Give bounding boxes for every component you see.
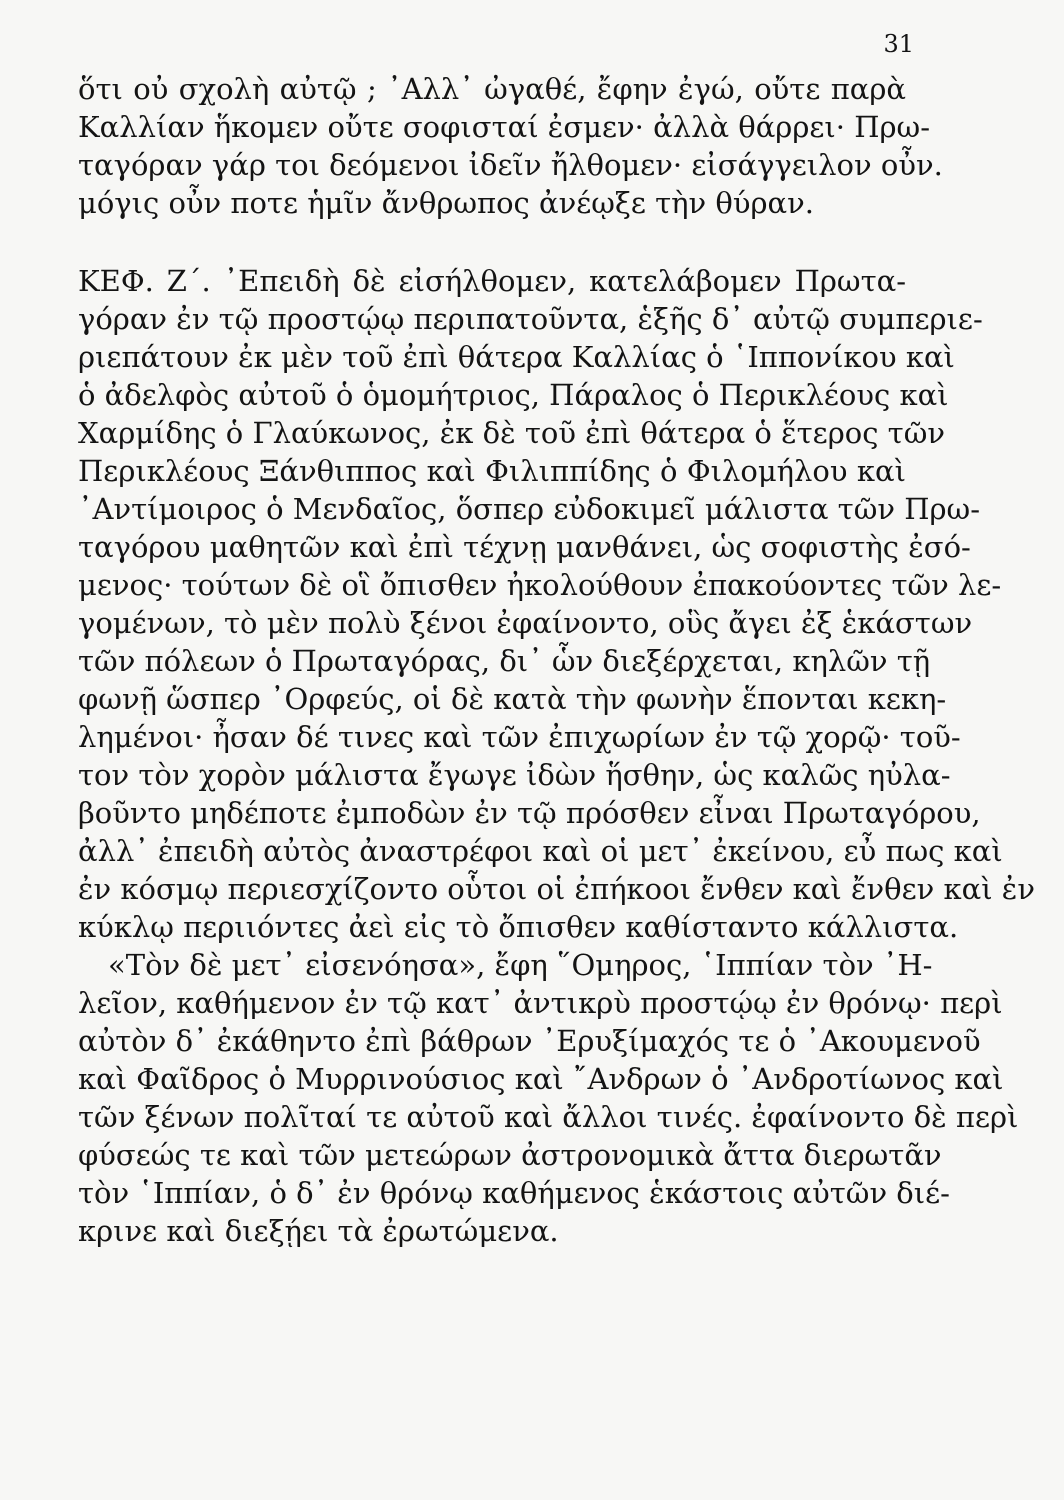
- text-line: λημένοι· ἦσαν δέ τινες καὶ τῶν ἐπιχωρίων ἐν τῷ χορῷ· τοῦ-: [78, 720, 961, 754]
- paragraph-1: [78, 70, 943, 222]
- text-line: φύσεώς τε καὶ τῶν μετεώρων ἀστρονομικὰ ἄττα διερωτᾶν: [78, 1138, 942, 1172]
- text-line: ριεπάτουν ἐκ μὲν τοῦ ἐπὶ θάτερα Καλλίας ὁ ῾Ιππονίκου καὶ: [78, 340, 955, 374]
- text-line: γόραν ἐν τῷ προστῴῳ περιπατοῦντα, ἑξῆς δ᾿ αὐτῷ συμπεριε-: [78, 302, 983, 336]
- text-line: αὐτὸν δ᾿ ἐκάθηντο ἐπὶ βάθρων ᾿Ερυξίμαχός τε ὁ ᾿Ακουμενοῦ: [78, 1024, 981, 1058]
- text-line: τὸν ῾Ιππίαν, ὁ δ᾿ ἐν θρόνῳ καθήμενος ἑκάστοις αὐτῶν διέ-: [78, 1176, 950, 1210]
- text-line: λεῖον, καθήμενον ἐν τῷ κατ᾿ ἀντικρὺ προστῴῳ ἐν θρόνῳ· περὶ: [78, 986, 1003, 1020]
- text-line: τῶν ξένων πολῖταί τε αὐτοῦ καὶ ἄλλοι τινές. ἐφαίνοντο δὲ περὶ: [78, 1100, 1019, 1134]
- text-line: Χαρμίδης ὁ Γλαύκωνος, ἐκ δὲ τοῦ ἐπὶ θάτερα ὁ ἕτερος τῶν: [78, 416, 945, 450]
- text-line: ταγόρου μαθητῶν καὶ ἐπὶ τέχνῃ μανθάνει, ὡς σοφιστὴς ἐσό-: [78, 530, 971, 564]
- text-line: ὁ ἀδελφὸς αὐτοῦ ὁ ὁμομήτριος, Πάραλος ὁ Περικλέους καὶ: [78, 378, 949, 412]
- text-line: ἀλλ᾿ ἐπειδὴ αὐτὸς ἀναστρέφοι καὶ οἱ μετ᾿ ἐκείνου, εὖ πως καὶ: [78, 834, 1003, 868]
- text-line: μενος· τούτων δὲ οἳ ὄπισθεν ἠκολούθουν ἐπακούοντες τῶν λε-: [78, 568, 1002, 602]
- text-line: μόγις οὖν ποτε ἡμῖν ἄνθρωπος ἀνέῳξε τὴν θύραν.: [78, 186, 814, 220]
- text-line: κύκλῳ περιιόντες ἀεὶ εἰς τὸ ὄπισθεν καθίσταντο κάλλιστα.: [78, 910, 959, 944]
- text-line: «Τὸν δὲ μετ᾿ εἰσενόησα», ἔφη ῞Ομηρος, ῾Ιππίαν τὸν ᾿Η-: [108, 948, 933, 982]
- text-line: ΚΕΦ. Ζ΄. ᾿Επειδὴ δὲ εἰσήλθομεν, κατελάβομεν Πρωτα-: [78, 264, 906, 298]
- text-line: γομένων, τὸ μὲν πολὺ ξένοι ἐφαίνοντο, οὓς ἄγει ἐξ ἑκάστων: [78, 606, 973, 640]
- text-line: φωνῇ ὥσπερ ᾿Ορφεύς, οἱ δὲ κατὰ τὴν φωνὴν ἕπονται κεκη-: [78, 682, 947, 716]
- text-line: κρινε καὶ διεξῄει τὰ ἐρωτώμενα.: [78, 1214, 559, 1248]
- page-number: 31: [883, 30, 914, 58]
- text-line: τον τὸν χορὸν μάλιστα ἔγωγε ἰδὼν ἥσθην, ὡς καλῶς ηὐλα-: [78, 758, 951, 792]
- text-line: ᾿Αντίμοιρος ὁ Μενδαῖος, ὅσπερ εὐδοκιμεῖ μάλιστα τῶν Πρω-: [78, 492, 980, 526]
- text-line: ταγόραν γάρ τοι δεόμενοι ἰδεῖν ἤλθομεν· εἰσάγγειλον οὖν.: [78, 148, 943, 182]
- text-line: Περικλέους Ξάνθιππος καὶ Φιλιππίδης ὁ Φιλομήλου καὶ: [78, 454, 906, 488]
- paragraph-2: [78, 262, 1035, 946]
- text-line: Καλλίαν ἥκομεν οὔτε σοφισταί ἐσμεν· ἀλλὰ θάρρει· Πρω-: [78, 110, 931, 144]
- text-line: ἐν κόσμῳ περιεσχίζοντο οὗτοι οἱ ἐπήκοοι ἔνθεν καὶ ἔνθεν καὶ ἐν: [78, 872, 1035, 906]
- paragraph-3: [78, 946, 1019, 1250]
- text-line: καὶ Φαῖδρος ὁ Μυρρινούσιος καὶ ῎Ανδρων ὁ ᾿Ανδροτίωνος καὶ: [78, 1062, 1004, 1096]
- text-line: ὅτι οὐ σχολὴ αὐτῷ ; ᾿Αλλ᾿ ὠγαθέ, ἔφην ἐγώ, οὔτε παρὰ: [78, 72, 906, 106]
- text-line: βοῦντο μηδέποτε ἐμποδὼν ἐν τῷ πρόσθεν εἶναι Πρωταγόρου,: [78, 796, 981, 830]
- page-text: [78, 70, 1035, 1250]
- text-line: τῶν πόλεων ὁ Πρωταγόρας, δι᾿ ὧν διεξέρχεται, κηλῶν τῇ: [78, 644, 931, 678]
